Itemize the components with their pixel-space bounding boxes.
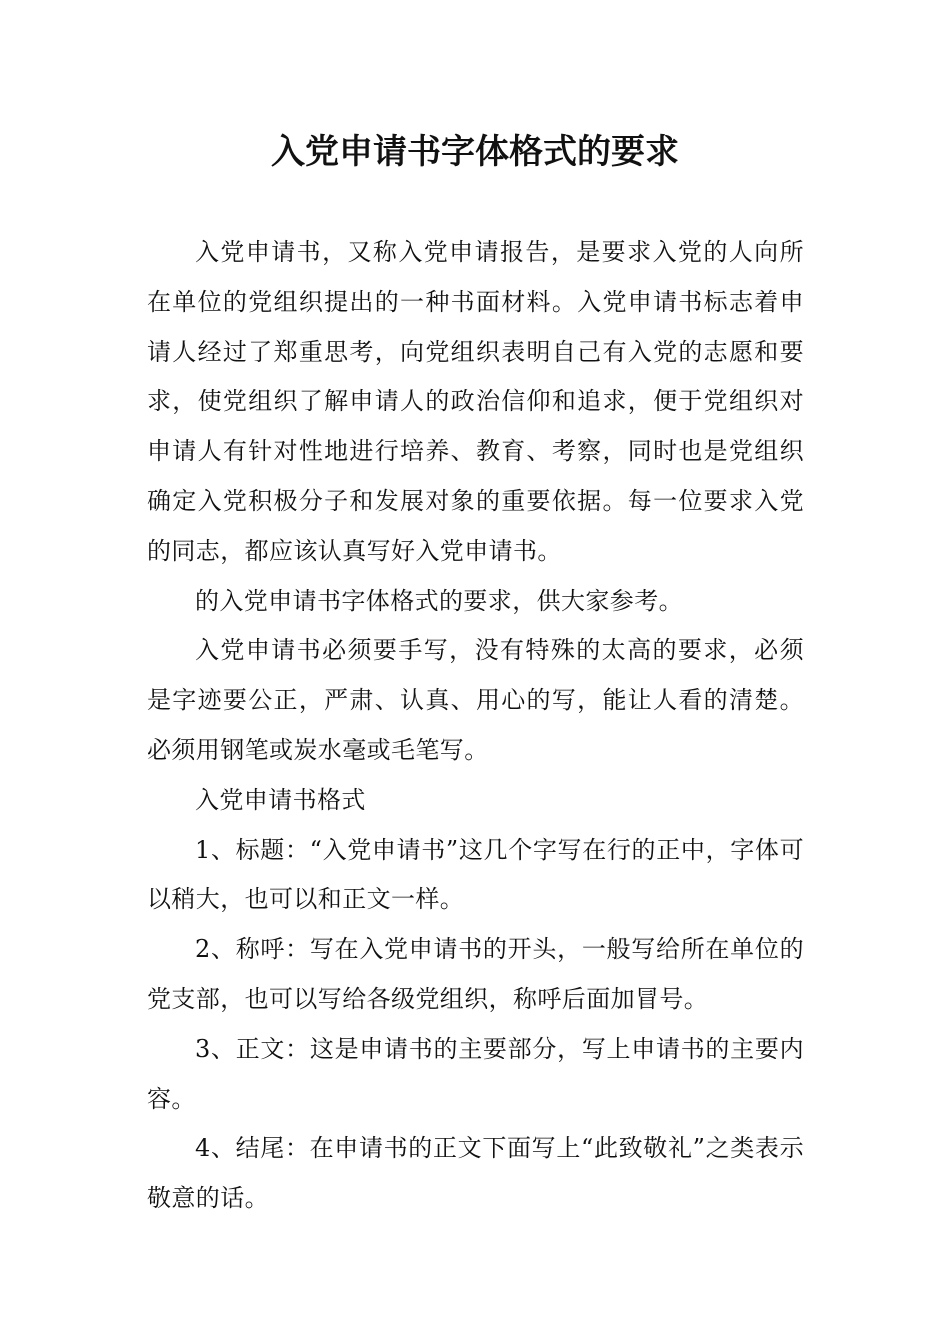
paragraph-reference: 的入党申请书字体格式的要求，供大家参考。 — [195, 586, 683, 615]
paragraph-handwriting: 入党申请书必须要手写，没有特殊的太高的要求，必须是字迹要公正，严肃、认真、用心的写，能让人看的清楚。必须用钢笔或炭水毫或毛笔写。 — [147, 636, 804, 764]
document-title: 入党申请书字体格式的要求 — [271, 132, 679, 172]
paragraph-item-title: 1、标题：“入党申请书”这几个字写在行的正中，字体可以稍大，也可以和正文一样。 — [147, 835, 804, 914]
paragraph-intro: 入党申请书，又称入党申请报告，是要求入党的人向所在单位的党组织提出的一种书面材料。入党申请书标志着申请人经过了郑重思考，向党组织表明自己有入党的志愿和要求，使党组织了解申请人的政治信仰和追求，便于党组织对申请人有针对性地进行培养、教育、考察，同时也是党组织确定入党积极分子和发展对象的重要依据。每一位要求入党的同志，都应该认真写好入党申请书。 — [147, 238, 804, 565]
paragraph-item-closing: 4、结尾：在申请书的正文下面写上“此致敬礼”之类表示敬意的话。 — [147, 1134, 804, 1213]
paragraph-item-salutation: 2、称呼：写在入党申请书的开头，一般写给所在单位的党支部，也可以写给各级党组织，称呼后面加冒号。 — [147, 935, 804, 1013]
document-body — [147, 228, 804, 1224]
paragraph-item-body: 3、正文：这是申请书的主要部分，写上申请书的主要内容。 — [147, 1034, 804, 1113]
paragraph-format-heading: 入党申请书格式 — [195, 785, 366, 814]
